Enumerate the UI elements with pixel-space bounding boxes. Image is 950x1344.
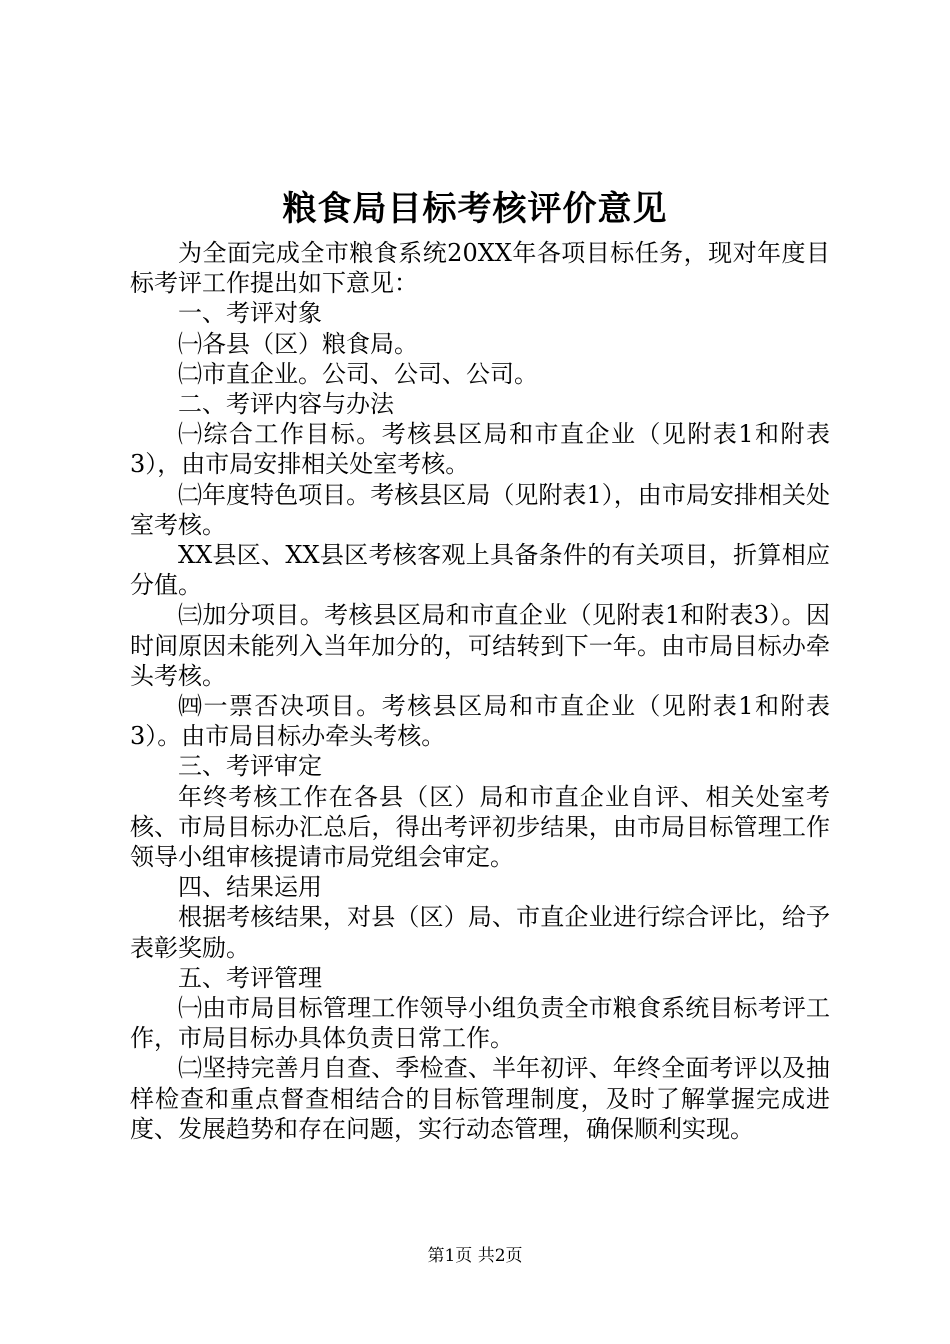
- paragraph-2-2-note: XX县区、XX县区考核客观上具备条件的有关项目，折算相应分值。: [130, 541, 830, 600]
- intro-paragraph: 为全面完成全市粮食系统20XX年各项目标任务，现对年度目标考评工作提出如下意见：: [130, 239, 830, 298]
- paragraph-1-2: ㈡市直企业。公司、公司、公司。: [178, 359, 538, 388]
- paragraph-3-1: 年终考核工作在各县（区）局和市直企业自评、相关处室考核、市局目标办汇总后，得出考评初步结果，由市局目标管理工作领导小组审核提请市局党组会审定。: [130, 782, 830, 872]
- paragraph-2-1: ㈠综合工作目标。考核县区局和市直企业（见附表1和附表3），由市局安排相关处室考核。: [130, 420, 830, 479]
- paragraph-1-1: ㈠各县（区）粮食局。: [178, 329, 418, 358]
- section-heading-5: 五、考评管理: [178, 963, 322, 992]
- paragraph-5-1: ㈠由市局目标管理工作领导小组负责全市粮食系统目标考评工作，市局目标办具体负责日常工作。: [130, 994, 830, 1053]
- document-body: [130, 238, 830, 1144]
- paragraph-2-2: ㈡年度特色项目。考核县区局（见附表1），由市局安排相关处室考核。: [130, 480, 830, 539]
- paragraph-2-4: ㈣一票否决项目。考核县区局和市直企业（见附表1和附表3）。由市局目标办牵头考核。: [130, 692, 830, 751]
- paragraph-4-1: 根据考核结果，对县（区）局、市直企业进行综合评比，给予表彰奖励。: [130, 903, 830, 962]
- section-heading-4: 四、结果运用: [178, 873, 322, 902]
- section-heading-2: 二、考评内容与办法: [178, 390, 394, 419]
- paragraph-2-3: ㈢加分项目。考核县区局和市直企业（见附表1和附表3）。因时间原因未能列入当年加分的，可结转到下一年。由市局目标办牵头考核。: [130, 601, 830, 690]
- document-title: 粮食局目标考核评价意见: [282, 189, 668, 229]
- section-heading-3: 三、考评审定: [178, 752, 322, 781]
- section-heading-1: 一、考评对象: [178, 299, 322, 328]
- page-footer: 第1页 共2页: [427, 1246, 523, 1266]
- paragraph-5-2: ㈡坚持完善月自查、季检查、半年初评、年终全面考评以及抽样检查和重点督查相结合的目标管理制度，及时了解掌握完成进度、发展趋势和存在问题，实行动态管理，确保顺利实现。: [130, 1054, 830, 1143]
